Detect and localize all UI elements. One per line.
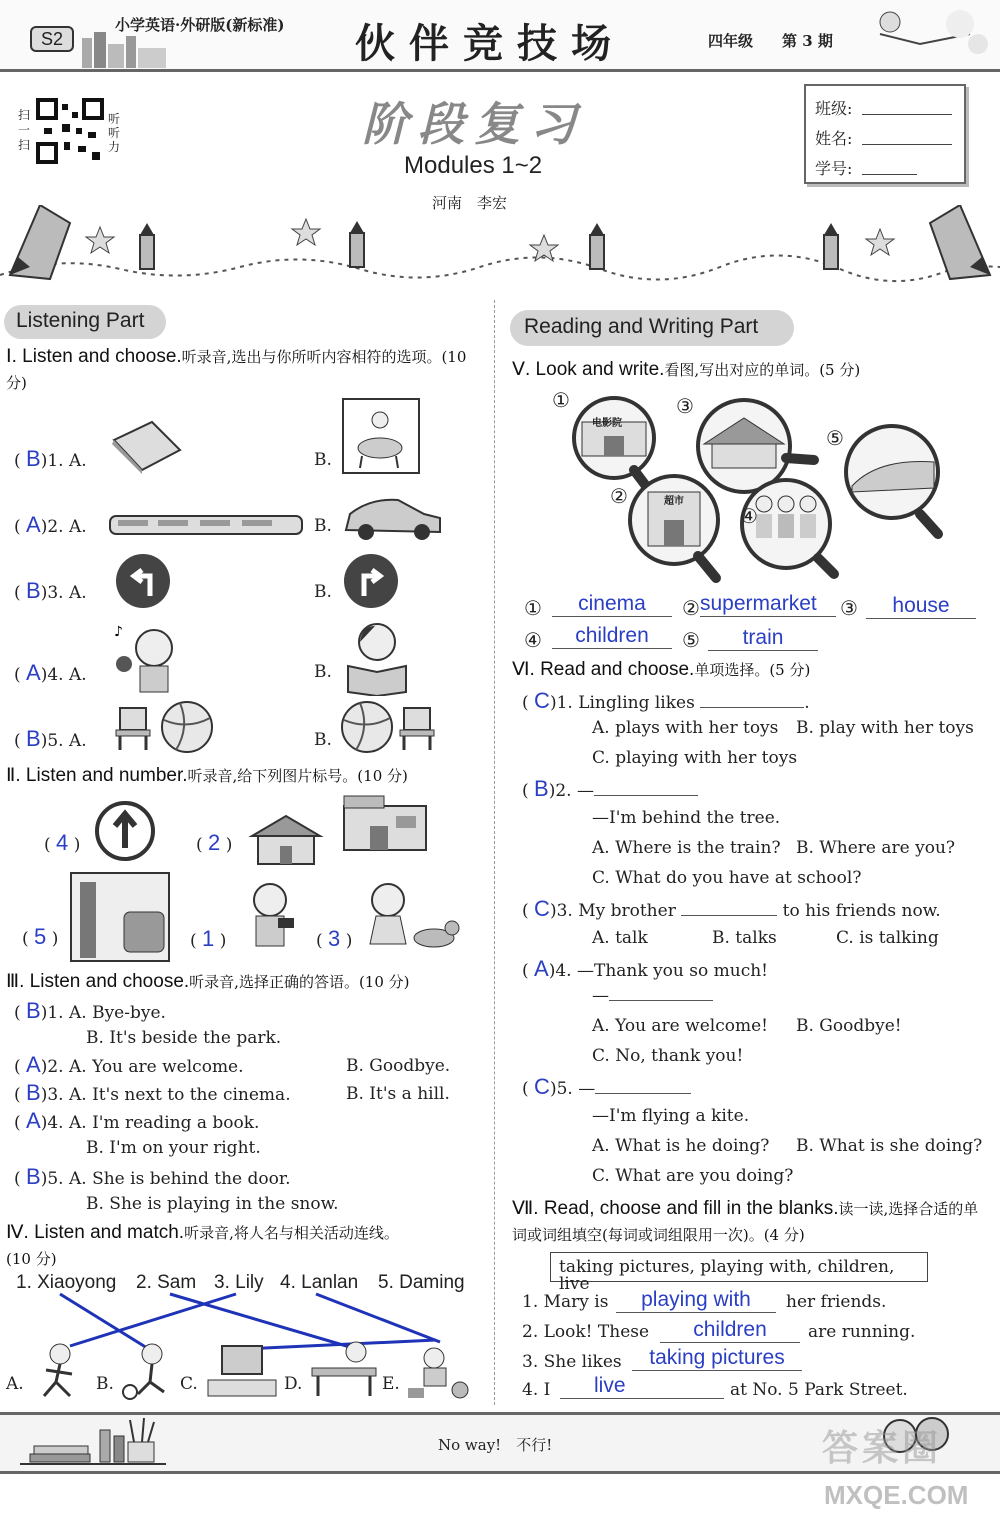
- s6-item-5-opt-a: A. What is he doing?: [592, 1136, 770, 1156]
- house-icon: [248, 812, 324, 866]
- turn-right-sign-icon: [342, 552, 400, 610]
- magnifier-cinema: [574, 398, 654, 494]
- kid-playing-toys-icon: [404, 1344, 480, 1400]
- chair-icon: [112, 704, 156, 752]
- class-label: 班级:: [815, 99, 853, 118]
- s2-number-3: ( 5 ): [22, 924, 59, 949]
- s1-item-3: ( B)3. A.: [14, 578, 87, 603]
- car-icon: [340, 496, 446, 542]
- s4-letter-a: A.: [6, 1374, 24, 1394]
- girl-listening-music-icon: [110, 620, 190, 696]
- circle-num-4: ④: [740, 504, 758, 528]
- brand-title: 伙伴竞技场: [355, 20, 625, 67]
- s2-number-5: ( 3 ): [316, 926, 353, 951]
- s4-name-3: 3. Lily: [214, 1272, 264, 1293]
- grade-label: 四年级: [708, 32, 754, 50]
- name-field[interactable]: [862, 144, 952, 145]
- s7-item-4-post: at No. 5 Park Street.: [730, 1380, 908, 1400]
- s6-item-2-opt-a: A. Where is the train?: [592, 838, 781, 858]
- train-station-icon: [70, 872, 170, 962]
- qr-code[interactable]: [36, 98, 104, 164]
- s6-item-5-opt-c: C. What are you doing?: [592, 1166, 794, 1186]
- computer-desk-icon: [204, 1340, 280, 1400]
- s4-name-4: 4. Lanlan: [280, 1272, 359, 1293]
- qr-listen-label: 听听力: [108, 112, 121, 154]
- boy-football-icon: [118, 1340, 178, 1400]
- s4-letter-b: B.: [96, 1374, 114, 1394]
- s5-answer-1-no: ①: [524, 596, 542, 620]
- s1-option-b-4: B.: [314, 662, 332, 682]
- s6-item-1-opt-a: A. plays with her toys: [592, 718, 779, 738]
- answer: B: [26, 446, 41, 471]
- s7-answer-2[interactable]: children: [660, 1318, 800, 1343]
- s1-item-1: ( B)1. A.: [14, 446, 87, 471]
- section2-title: Ⅱ. Listen and number.听录音,给下列图片标号。(10 分): [6, 765, 408, 786]
- s1-option-b-1: B.: [314, 450, 332, 470]
- s3-item-3: ( B)3. A. It's next to the cinema.: [14, 1080, 291, 1105]
- s5-answer-1[interactable]: cinema: [552, 592, 672, 617]
- name-label: 姓名:: [815, 129, 853, 148]
- circle-num-3: ③: [676, 394, 694, 418]
- ball-icon: [160, 700, 214, 754]
- word-box: taking pictures, playing with, children, live: [550, 1252, 928, 1282]
- s1-option-b-3: B.: [314, 582, 332, 602]
- s3-item-2: ( A)2. A. You are welcome.: [14, 1052, 244, 1077]
- s6-item-4-opt-a: A. You are welcome!: [592, 1016, 768, 1036]
- cinema-sign: 电影院: [592, 418, 622, 429]
- s1-item-4: ( A)4. A.: [14, 660, 87, 685]
- section4-title: Ⅳ. Listen and match.听录音,将人名与相关活动连线。 (10 分): [6, 1222, 399, 1268]
- issue-badge: S2: [30, 26, 74, 52]
- girl-at-desk-icon: [308, 1338, 380, 1400]
- s6-item-5-line2: —I'm flying a kite.: [592, 1106, 750, 1126]
- circle-num-5: ⑤: [826, 426, 844, 450]
- s4-name-5: 5. Daming: [378, 1272, 465, 1293]
- s1-option-b-5: B.: [314, 730, 332, 750]
- magnifier-house: [698, 400, 814, 492]
- pencil-icon: [350, 221, 364, 267]
- child-running-icon: [26, 1340, 92, 1400]
- boy-riding-horse-icon: [342, 398, 420, 474]
- s6-item-4-line2: —: [592, 988, 713, 1005]
- match-line: [70, 1294, 236, 1346]
- s2-number-2: ( 2 ): [196, 830, 233, 855]
- s3-item-2-b: B. Goodbye.: [346, 1056, 451, 1076]
- s5-answer-3-no: ③: [840, 596, 858, 620]
- series-name: 小学英语·外研版(新标准): [115, 16, 285, 34]
- s3-item-4: ( A)4. A. I'm reading a book.: [14, 1108, 260, 1133]
- market-sign: 超市: [664, 496, 684, 507]
- pencil-icon: [824, 223, 838, 269]
- s2-number-1: ( 4 ): [44, 830, 81, 855]
- pencil-icon: [140, 223, 154, 269]
- s6-item-3-opt-b: B. talks: [712, 928, 777, 948]
- s5-answer-2-no: ②: [682, 596, 700, 620]
- number-label: 学号:: [815, 159, 853, 178]
- s6-item-1-opt-c: C. playing with her toys: [592, 748, 798, 768]
- s3-item-1-b: B. It's beside the park.: [86, 1028, 282, 1048]
- s6-item-4-opt-b: B. Goodbye!: [796, 1016, 902, 1036]
- s6-item-2-opt-c: C. What do you have at school?: [592, 868, 862, 888]
- cinema-building-icon: [340, 792, 430, 852]
- s6-item-5-opt-b: B. What is she doing?: [796, 1136, 983, 1156]
- s5-answer-4[interactable]: children: [552, 624, 672, 649]
- s6-item-2-line2: —I'm behind the tree.: [592, 808, 781, 828]
- s5-answer-5[interactable]: train: [708, 626, 818, 651]
- girl-flying-icon: [860, 4, 990, 68]
- s1-item-5: ( B)5. A.: [14, 726, 87, 751]
- chair-icon: [396, 704, 440, 752]
- s1-item-2: ( A)2. A.: [14, 512, 87, 537]
- s5-answer-3[interactable]: house: [866, 594, 976, 619]
- reading-part-heading: Reading and Writing Part: [510, 310, 794, 346]
- s6-item-1: ( C)1. Lingling likes .: [522, 688, 810, 713]
- pencil-icon: [10, 205, 70, 279]
- girl-reading-book-icon: [342, 616, 412, 696]
- footer-phrase: No way! 不行!: [438, 1436, 553, 1454]
- section3-title: Ⅲ. Listen and choose.听录音,选择正确的答语。(10 分): [6, 971, 410, 992]
- watermark-top: 答案圈: [822, 1427, 943, 1468]
- match-line: [316, 1294, 440, 1342]
- s6-item-3-opt-a: A. talk: [592, 928, 648, 948]
- s5-answer-5-no: ⑤: [682, 628, 700, 652]
- pencil-icon: [930, 205, 990, 279]
- s7-item-3: 3. She likes: [522, 1352, 622, 1372]
- s3-item-3-b: B. It's a hill.: [346, 1084, 450, 1104]
- s7-answer-4[interactable]: live: [560, 1374, 724, 1399]
- s6-item-5: ( C)5. —: [522, 1076, 691, 1098]
- s4-letter-c: C.: [180, 1374, 198, 1394]
- section1-title: Ⅰ. Listen and choose.听录音,选出与你所听内容相符的选项。(10 分): [6, 346, 467, 392]
- s7-answer-3[interactable]: taking pictures: [632, 1346, 802, 1371]
- watermark: MXQE.COM: [824, 1480, 969, 1510]
- number-field[interactable]: [862, 174, 917, 175]
- section5-title: Ⅴ. Look and write.看图,写出对应的单词。(5 分): [512, 359, 861, 380]
- s3-item-4-b: B. I'm on your right.: [86, 1138, 261, 1158]
- issue-label: 第 3 期: [782, 32, 833, 50]
- s7-item-2-post: are running.: [808, 1322, 916, 1342]
- circle-num-1: ①: [552, 388, 570, 412]
- s4-name-2: 2. Sam: [136, 1272, 197, 1293]
- s5-answer-4-no: ④: [524, 628, 542, 652]
- magnifier-train: [846, 426, 938, 534]
- s5-answer-2[interactable]: supermarket: [700, 592, 836, 617]
- circle-num-2: ②: [610, 484, 628, 508]
- books-pencils-icon: [20, 1416, 170, 1470]
- girl-with-dog-icon: [362, 878, 462, 958]
- s3-item-5-b: B. She is playing in the snow.: [86, 1194, 339, 1214]
- pencil-icon: [590, 223, 604, 269]
- section6-title: Ⅵ. Read and choose.单项选择。(5 分): [512, 659, 811, 680]
- s4-name-1: 1. Xiaoyong: [16, 1272, 117, 1293]
- svg-text:♪: ♪: [114, 624, 123, 640]
- s6-item-1-opt-b: B. play with her toys: [796, 718, 974, 738]
- s6-item-4: ( A)4. —Thank you so much!: [522, 956, 768, 981]
- english-book-icon: [108, 420, 184, 474]
- s6-item-4-opt-c: C. No, thank you!: [592, 1046, 744, 1066]
- s6-item-2-opt-b: B. Where are you?: [796, 838, 956, 858]
- s1-option-b-2: B.: [314, 516, 332, 536]
- section7-title: Ⅶ. Read, choose and fill in the blanks.读一读,选择合适的单词或词组填空(每词或词组限用一次)。(4 分): [512, 1198, 979, 1244]
- boy-taking-photo-icon: [238, 878, 300, 962]
- s7-item-1-post: her friends.: [786, 1292, 887, 1312]
- s3-item-1: ( B)1. A. Bye-bye.: [14, 998, 166, 1023]
- pencil-banner: [0, 205, 1000, 285]
- s7-item-4: 4. I: [522, 1380, 551, 1400]
- class-field[interactable]: [862, 114, 952, 115]
- s6-item-3: ( C)3. My brother to his friends now.: [522, 896, 941, 921]
- page-title: 阶段复习: [362, 97, 586, 151]
- s3-item-5: ( B)5. A. She is behind the door.: [14, 1164, 291, 1189]
- s4-letter-e: E.: [382, 1374, 400, 1394]
- go-straight-sign-icon: [94, 800, 156, 862]
- train-icon: [108, 510, 304, 540]
- s6-item-3-opt-c: C. is talking: [836, 928, 939, 948]
- column-divider: [494, 300, 495, 1405]
- s4-letter-d: D.: [284, 1374, 303, 1394]
- page-subtitle: Modules 1~2: [404, 152, 543, 179]
- ball-icon: [340, 700, 394, 754]
- listening-part-heading: Listening Part: [4, 305, 166, 339]
- s7-item-2: 2. Look! These: [522, 1322, 650, 1342]
- s6-item-2: ( B)2. —: [522, 778, 698, 800]
- author: 河南 李宏: [432, 194, 508, 212]
- s2-number-4: ( 1 ): [190, 926, 227, 951]
- s7-item-1: 1. Mary is: [522, 1292, 609, 1312]
- turn-left-sign-icon: [114, 552, 172, 610]
- qr-scan-label: 扫一扫: [18, 108, 31, 152]
- s7-answer-1[interactable]: playing with: [616, 1288, 776, 1313]
